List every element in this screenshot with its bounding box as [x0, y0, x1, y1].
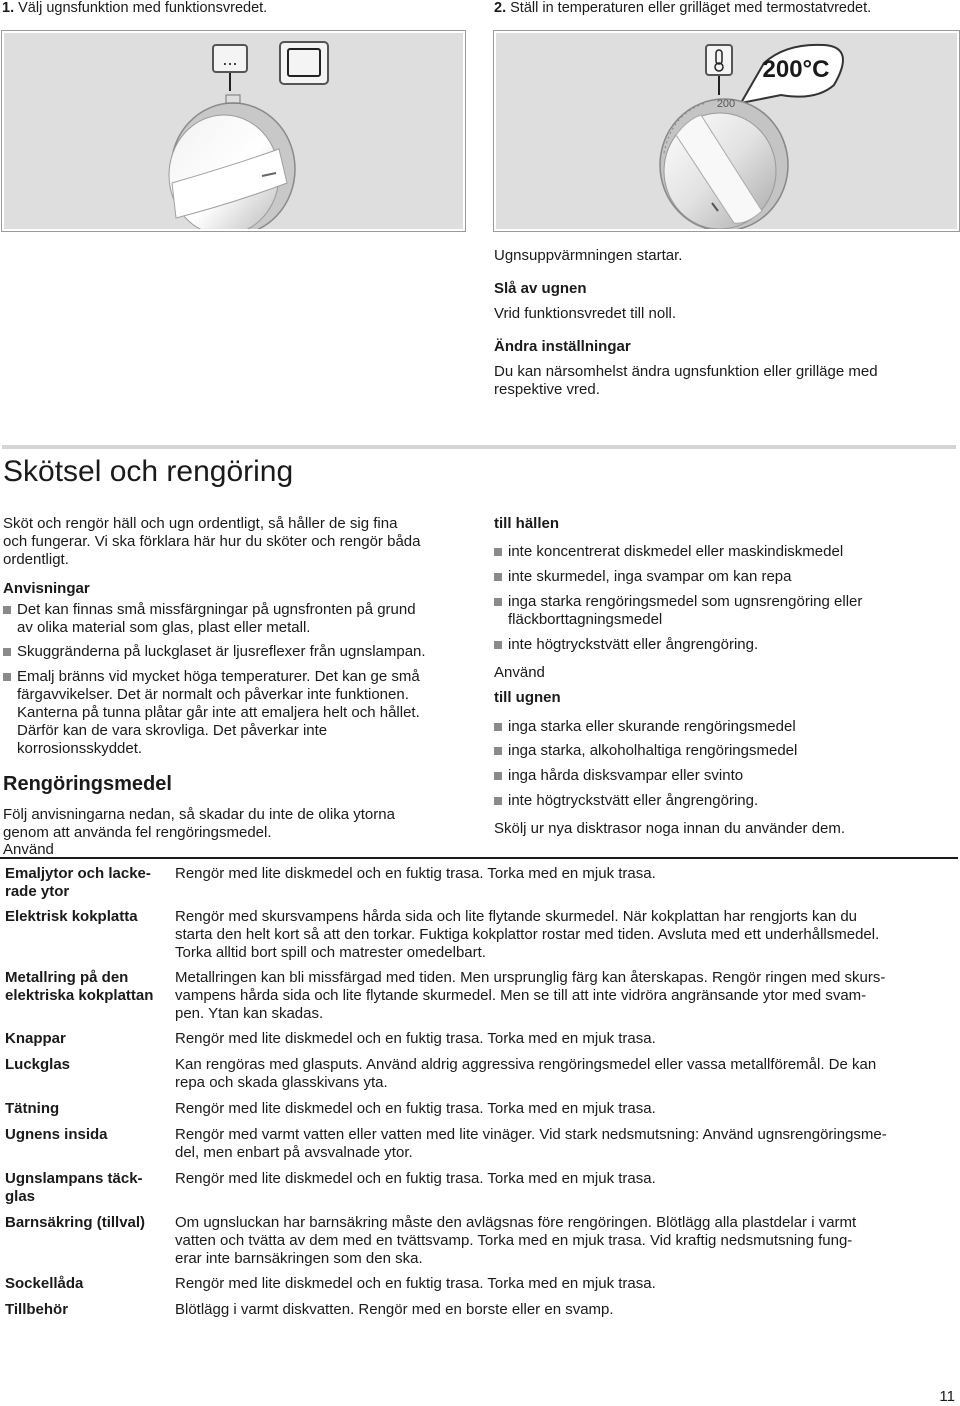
temperature-display-text: 200°C [762, 56, 830, 83]
table-key-cell: Metallring på den elektriska kokplattan [5, 969, 154, 1004]
table-row [0, 1164, 958, 1208]
dial-mark-label: 200 [716, 98, 736, 110]
note-item-3: Emalj bränns vid mycket höga temperaturer. Det kan ge små färgavvikelser. Det är normalt och påverkar inte funktionen. Kanterna på tunna plåtar går inte att emaljera helt och hållet. Därför kan de vara skrovliga. Det påverkar inte korrosionsskyddet. [3, 668, 420, 758]
table-row [0, 1295, 958, 1321]
table-key-cell: Emaljytor och lacke- rade ytor [5, 865, 151, 900]
change-title: Ändra inställningar [494, 338, 631, 355]
cleaning-table [0, 857, 958, 1321]
table-row [0, 1120, 958, 1164]
off-text: Vrid funktionsvredet till noll. [494, 305, 677, 322]
oven-function-icon [213, 45, 247, 72]
change-text-line-2: respektive vred. [494, 381, 600, 398]
bullet-square-icon [3, 673, 11, 681]
bullet-square-icon [494, 797, 502, 805]
table-key-cell: Tillbehör [5, 1301, 69, 1318]
oven-item-2: inga starka, alkoholhaltiga rengöringsmedel [494, 742, 797, 760]
rinse-text: Skölj ur nya disktrasor noga innan du använder dem. [494, 820, 846, 837]
table-key-cell: Elektrisk kokplatta [5, 908, 138, 925]
bullet-square-icon [494, 573, 502, 581]
lead-line-1: Sköt och rengör häll och ugn ordentligt, så håller de sig fina [3, 515, 398, 532]
table-value-cell: Rengör med skursvampens hårda sida och lite flytande skurmedel. När kokplattan har rengjorts kan du starta den helt kort så att den torkar. Fuktiga kokplattor rostar med tiden. Avsluta med ett underhållsmedel. Torka alltid bort spill och matrester omedelbart. [175, 908, 880, 961]
bullet-square-icon [494, 772, 502, 780]
hob-item-4: inte högtryckstvätt eller ångrengöring. [494, 636, 758, 654]
off-title: Slå av ugnen [494, 280, 587, 297]
lead-line-3: ordentligt. [3, 551, 69, 568]
table-row [0, 963, 958, 1024]
lead-line-2: och fungerar. Vi ska förklara här hur du sköter och rengör båda [3, 533, 421, 550]
table-key-cell: Ugnslampans täck- glas [5, 1170, 143, 1205]
function-selector-illustration [2, 31, 465, 231]
oven-item-1: inga starka eller skurande rengöringsmedel [494, 718, 796, 736]
table-value-cell: Rengör med lite diskmedel och en fuktig trasa. Torka med en mjuk trasa. [175, 865, 656, 882]
table-row [0, 1208, 958, 1269]
page-number: 11 [939, 1388, 955, 1405]
table-row [0, 902, 958, 963]
table-key-cell: Barnsäkring (tillval) [5, 1214, 146, 1231]
svg-text:...: ... [222, 50, 238, 69]
table-value-cell: Metallringen kan bli missfärgad med tiden. Men ursprunglig färg kan återskapas. Rengör ringen med skurs- vampens hårda sida och lite flytande skurmedel. Men se till att inte vidröra angränsande ytor med svam- pen. Ytan kan skadas. [175, 969, 886, 1022]
bullet-square-icon [494, 548, 502, 556]
table-row [0, 1024, 958, 1050]
bullet-square-icon [3, 648, 11, 656]
table-key-cell: Knappar [5, 1030, 66, 1047]
step-1 [2, 0, 267, 16]
table-value-cell: Kan rengöras med glasputs. Använd aldrig aggressiva rengöringsmedel eller vassa metallföremål. De kan repa och skada glasskivans yta. [175, 1056, 877, 1091]
note-item-2: Skuggränderna på luckglaset är ljusreflexer från ugnslampan. [3, 643, 426, 661]
table-row [0, 858, 958, 902]
oven-item-4: inte högtryckstvätt eller ångrengöring. [494, 792, 758, 810]
table-value-cell: Blötlägg i varmt diskvatten. Rengör med en borste eller en svamp. [175, 1301, 614, 1318]
step-2-text: Ställ in temperaturen eller grilläget med termostatvredet. [510, 0, 872, 16]
table-key-cell: Tätning [5, 1100, 60, 1117]
table-value-cell: Rengör med lite diskmedel och en fuktig trasa. Torka med en mjuk trasa. [175, 1030, 656, 1047]
temperature-knob [660, 98, 788, 229]
change-text-line-1: Du kan närsomhelst ändra ugnsfunktion eller grilläge med [494, 363, 878, 380]
note-item-1: Det kan finnas små missfärgningar på ugnsfronten på grund av olika material som glas, plast eller metall. [3, 601, 416, 637]
step-1-number: 1. [2, 0, 15, 16]
table-key-cell: Sockellåda [5, 1275, 84, 1292]
step-2-number: 2. [494, 0, 507, 16]
agents-line-1: Följ anvisningarna nedan, så skadar du inte de olika ytorna [3, 806, 395, 823]
use-label-left: Använd [3, 841, 54, 858]
table-value-cell: Rengör med lite diskmedel och en fuktig trasa. Torka med en mjuk trasa. [175, 1100, 656, 1117]
hob-item-2: inte skurmedel, inga svampar om kan repa [494, 568, 791, 586]
section-title: Skötsel och rengöring [3, 455, 294, 488]
bullet-square-icon [494, 641, 502, 649]
table-value-cell: Om ugnsluckan har barnsäkring måste den avlägsnas före rengöringen. Blötlägg alla plastdelar i varmt vatten och tvätta av dem med en tvättsvamp. Torka med en mjuk trasa. Vid kraftig nedsmutsning fung- erar inte barnsäkringen som den ska. [175, 1214, 857, 1267]
bullet-square-icon [3, 606, 11, 614]
section-rule [2, 445, 956, 449]
use-label-right: Använd [494, 664, 545, 681]
agents-title: Rengöringsmedel [3, 773, 172, 795]
table-value-cell: Rengör med varmt vatten eller vatten med lite vinäger. Vid stark nedsmutsning: Använd ugnsrengöringsme- del, men enbart på avsvalnade ytor. [175, 1126, 887, 1161]
step-1-text: Välj ugnsfunktion med funktionsvredet. [18, 0, 268, 16]
table-value-cell: Rengör med lite diskmedel och en fuktig trasa. Torka med en mjuk trasa. [175, 1170, 656, 1187]
hob-title: till hällen [494, 515, 560, 532]
oven-title: till ugnen [494, 689, 561, 706]
table-key-cell: Ugnens insida [5, 1126, 108, 1143]
step-2 [494, 0, 871, 16]
table-row [0, 1094, 958, 1120]
table-row [0, 1269, 958, 1295]
hob-item-3: inga starka rengöringsmedel som ugnsrengöring eller fläckborttagningsmedel [494, 593, 862, 629]
oven-light-icon [280, 42, 328, 84]
table-row [0, 1050, 958, 1094]
oven-item-3: inga hårda disksvampar eller svinto [494, 767, 743, 785]
thermometer-icon [706, 45, 732, 75]
bullet-square-icon [494, 598, 502, 606]
bullet-square-icon [494, 723, 502, 731]
table-value-cell: Rengör med lite diskmedel och en fuktig trasa. Torka med en mjuk trasa. [175, 1275, 656, 1292]
preheat-text: Ugnsuppvärmningen startar. [494, 247, 683, 264]
table-key-cell: Luckglas [5, 1056, 71, 1073]
hob-item-1: inte koncentrerat diskmedel eller maskindiskmedel [494, 543, 843, 561]
bullet-square-icon [494, 747, 502, 755]
temperature-selector-illustration [494, 31, 959, 231]
notes-title: Anvisningar [3, 580, 90, 597]
agents-line-2: genom att använda fel rengöringsmedel. [3, 824, 272, 841]
